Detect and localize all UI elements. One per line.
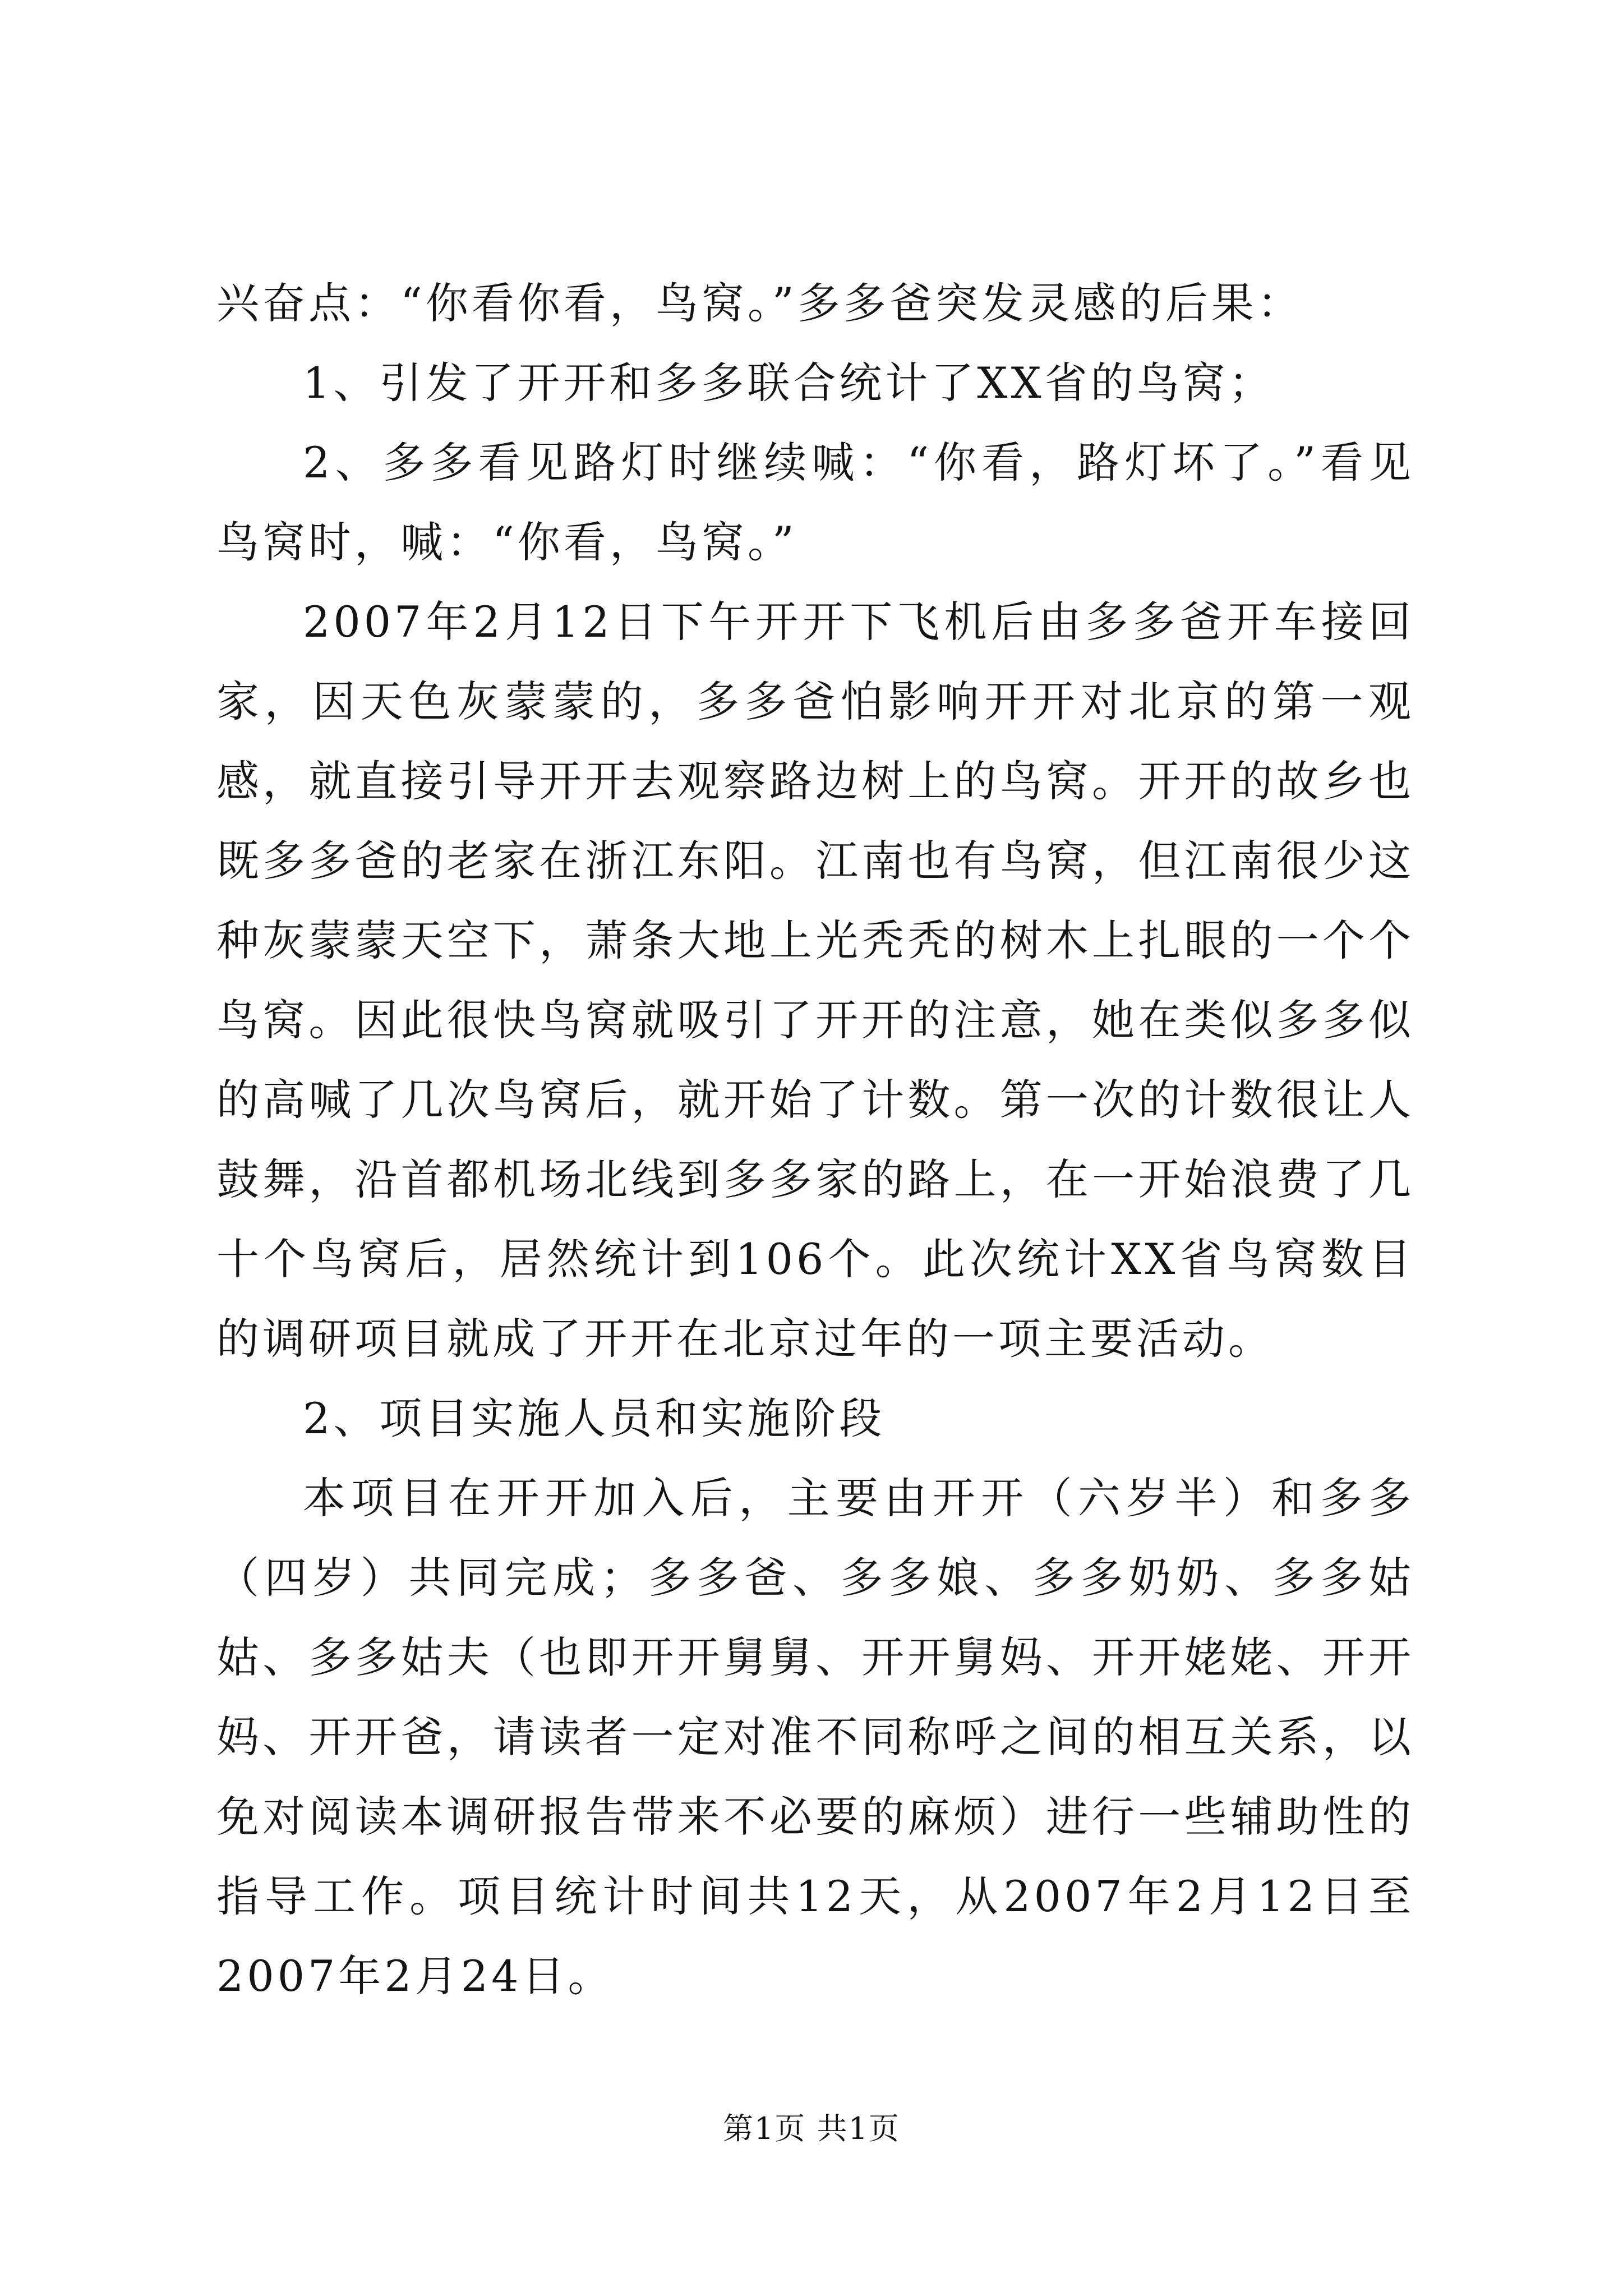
- section-heading: 2、项目实施人员和实施阶段: [303, 1393, 886, 1443]
- paragraph-background: 2007年2月12日下午开开下飞机后由多多爸开车接回家，因天色灰蒙蒙的，多多爸怕影响开开对北京的第一观感，就直接引导开开去观察路边树上的鸟窝。开开的故乡也既多多爸的老家在浙江东阳。江南也有鸟窝，但江南很少这种灰蒙蒙天空下，萧条大地上光秃秃的树木上扎眼的一个个鸟窝。因此很快鸟窝就吸引了开开的注意，她在类似多多似的高喊了几次鸟窝后，就开始了计数。第一次的计数很让人鼓舞，沿首都机场北线到多多家的路上，在一开始浪费了几十个鸟窝后，居然统计到106个。此次统计XX省鸟窝数目的调研项目就成了开开在北京过年的一项主要活动。: [216, 597, 1414, 1364]
- paragraph-continuation: 兴奋点：“你看你看，鸟窝。”多多爸突发灵感的后果：: [216, 278, 1303, 328]
- paragraph-participants: 本项目在开开加入后，主要由开开（六岁半）和多多（四岁）共同完成；多多爸、多多娘、多多奶奶、多多姑姑、多多姑夫（也即开开舅舅、开开舅妈、开开姥姥、开开妈、开开爸，请读者一定对准不同称呼之间的相互关系，以免对阅读本调研报告带来不必要的麻烦）进行一些辅助性的指导工作。项目统计时间共12天，从2007年2月12日至2007年2月24日。: [216, 1473, 1414, 2001]
- paragraph-list-item-1: 1、引发了开开和多多联合统计了XX省的鸟窝；: [303, 358, 1275, 408]
- document-body: [216, 264, 1414, 2016]
- paragraph-list-item-2: 2、多多看见路灯时继续喊：“你看，路灯坏了。”看见鸟窝时，喊：“你看，鸟窝。”: [216, 438, 1414, 567]
- page-footer: 第1页 共1页: [723, 2111, 900, 2146]
